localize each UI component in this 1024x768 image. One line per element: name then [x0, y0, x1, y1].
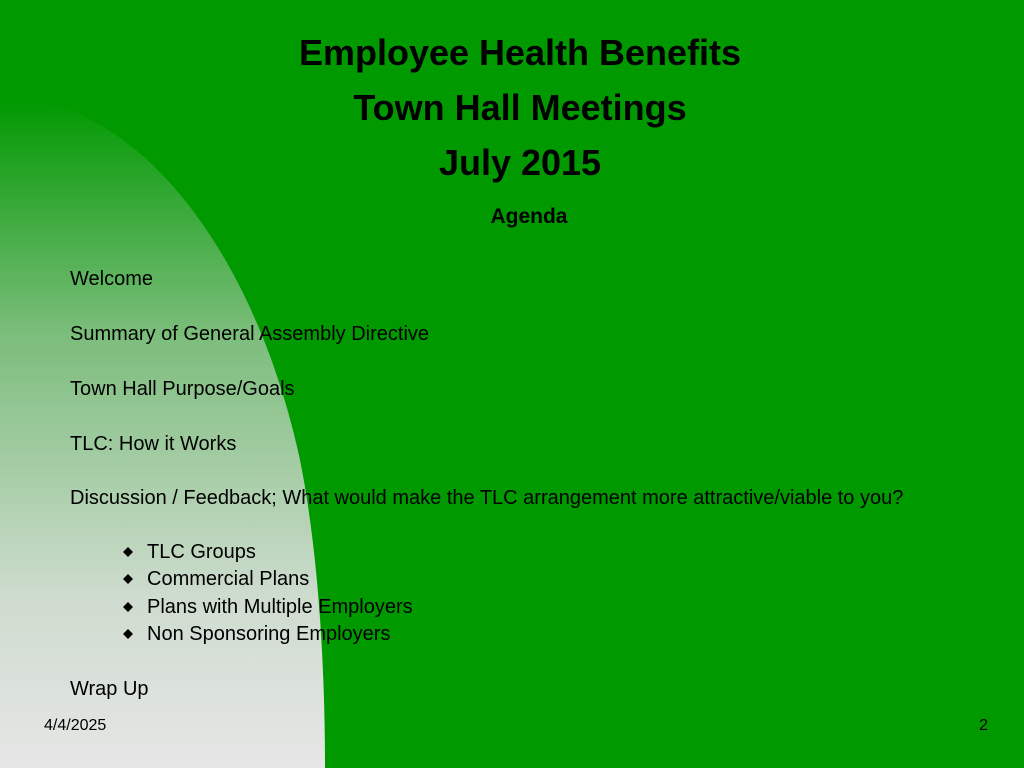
agenda-item-purpose: Town Hall Purpose/Goals — [70, 378, 295, 400]
agenda-item-summary: Summary of General Assembly Directive — [70, 323, 430, 345]
agenda-heading: Agenda — [490, 205, 568, 228]
diamond-bullet-icon — [123, 629, 133, 639]
sub-item — [123, 539, 256, 566]
agenda-item-wrap-up: Wrap Up — [70, 678, 149, 700]
sub-item-label: Commercial Plans — [147, 568, 310, 590]
title-line-1: Employee Health Benefits — [298, 32, 742, 73]
diamond-bullet-icon — [123, 547, 133, 557]
title-line-3: July 2015 — [438, 142, 602, 183]
diamond-bullet-icon — [123, 602, 133, 612]
sub-item — [123, 594, 413, 621]
sub-item — [123, 566, 309, 593]
sub-item-label: Plans with Multiple Employers — [147, 596, 413, 618]
sub-item-label: Non Sponsoring Employers — [147, 623, 391, 645]
sub-item-label: TLC Groups — [147, 541, 256, 563]
footer-date: 4/4/2025 — [44, 717, 107, 734]
agenda-item-welcome: Welcome — [70, 268, 153, 290]
diamond-bullet-icon — [123, 574, 133, 584]
title-line-2: Town Hall Meetings — [353, 87, 687, 128]
sub-item — [123, 621, 390, 648]
agenda-item-tlc: TLC: How it Works — [70, 433, 237, 455]
footer-page-number: 2 — [979, 717, 988, 734]
agenda-item-discussion: Discussion / Feedback; What would make the TLC arrangement more attractive/viable to you? — [70, 487, 904, 509]
